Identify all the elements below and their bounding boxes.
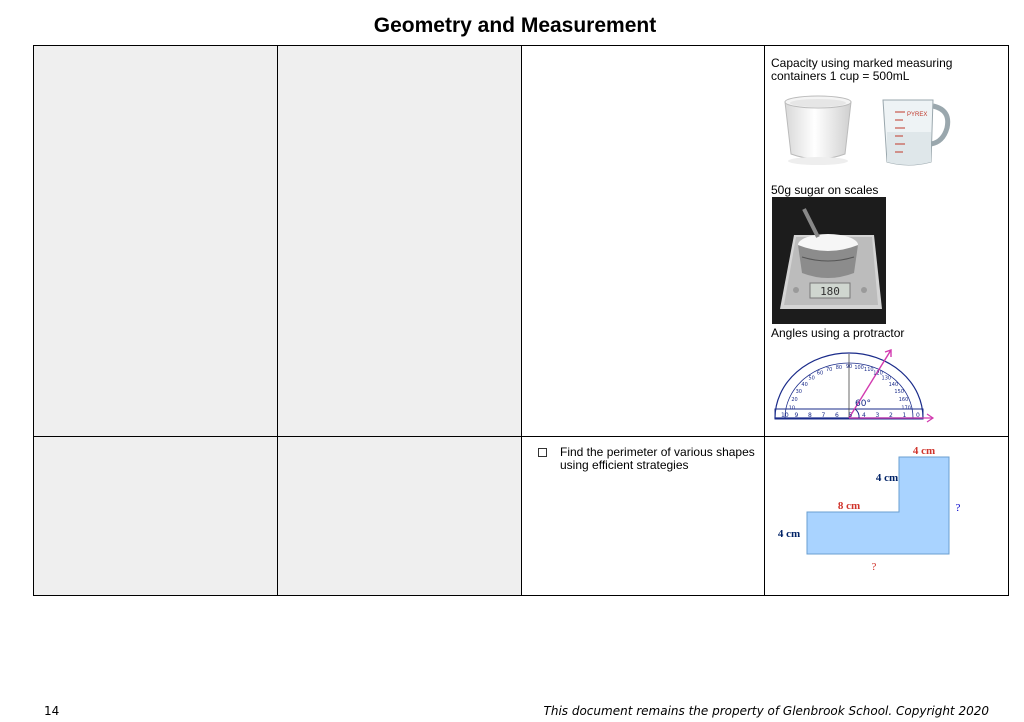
kitchen-scale-image xyxy=(772,197,886,324)
protractor-tick-label: 160 xyxy=(898,396,909,403)
label-right-unknown: ? xyxy=(955,502,961,514)
protractor-tick-label: 140 xyxy=(888,381,899,388)
table-cell-empty xyxy=(34,46,278,437)
protractor-tick-label: 120 xyxy=(873,370,883,377)
protractor-base-label: 3 xyxy=(875,412,880,419)
protractor-tick-label: 80 xyxy=(835,364,843,371)
perimeter-example-cell xyxy=(765,437,1008,595)
protractor-tick-label: 40 xyxy=(801,381,808,388)
protractor-tick-label: 110 xyxy=(864,367,874,373)
angle-value: 60° xyxy=(855,399,871,409)
page-title: Geometry and Measurement xyxy=(373,14,657,37)
objective-item xyxy=(538,446,758,472)
protractor-image xyxy=(771,346,937,424)
protractor-base-label: 6 xyxy=(835,412,839,419)
capacity-caption: Capacity using marked measuring containers 1 cup = 500mL xyxy=(771,56,953,83)
protractor-tick-label: 150 xyxy=(894,389,904,395)
curriculum-table xyxy=(33,45,1009,596)
protractor-base-label: 0 xyxy=(916,412,920,419)
checkbox-icon[interactable] xyxy=(538,448,547,457)
protractor-base-label: 1 xyxy=(902,412,907,419)
protractor-tick-label: 90 xyxy=(845,364,853,370)
scales-caption: 50g sugar on scales xyxy=(771,183,879,197)
protractor-tick-label: 20 xyxy=(791,396,798,403)
protractor-tick-label: 30 xyxy=(795,389,802,395)
protractor-base-label: 5 xyxy=(848,412,853,419)
page-number: 14 xyxy=(44,704,60,718)
examples-cell xyxy=(765,46,1008,437)
protractor-base-label: 7 xyxy=(821,412,826,419)
protractor-tick-label: 60 xyxy=(816,370,824,377)
label-inner-vertical: 4 cm xyxy=(875,472,899,484)
protractor-tick-label: 170 xyxy=(901,405,911,412)
measuring-cup-image xyxy=(773,92,863,168)
label-left: 4 cm xyxy=(777,528,801,540)
objective-cell xyxy=(522,437,765,595)
protractor-tick-label: 100 xyxy=(854,364,864,371)
label-top: 4 cm xyxy=(912,445,936,457)
jug-brand-label: PYREX xyxy=(907,112,928,118)
table-cell-empty xyxy=(34,437,278,595)
table-cell-empty xyxy=(278,437,522,595)
protractor-tick-label: 130 xyxy=(881,375,892,382)
objective-text: Find the perimeter of various shapes using efficient strategies xyxy=(560,445,755,472)
table-cell-empty xyxy=(278,46,522,437)
table-cell-empty xyxy=(522,46,765,437)
protractor-base-label: 4 xyxy=(862,412,866,419)
protractor-base-label: 9 xyxy=(794,412,799,419)
protractor-base-label: 8 xyxy=(808,412,812,419)
angles-caption: Angles using a protractor xyxy=(771,326,905,340)
copyright-notice: This document remains the property of Glenbrook School. Copyright 2020 xyxy=(543,704,989,718)
label-middle: 8 cm xyxy=(837,500,861,512)
label-bottom-unknown: ? xyxy=(871,561,877,573)
scale-display: 180 xyxy=(820,285,840,298)
protractor-base-label: 2 xyxy=(889,412,893,419)
protractor-tick-label: 70 xyxy=(826,367,833,373)
protractor-tick-label: 10 xyxy=(788,405,796,412)
protractor-base-label: 10 xyxy=(781,412,789,419)
measuring-jug-image xyxy=(873,92,955,170)
protractor-tick-label: 50 xyxy=(808,375,815,382)
l-shape-diagram xyxy=(771,445,991,577)
